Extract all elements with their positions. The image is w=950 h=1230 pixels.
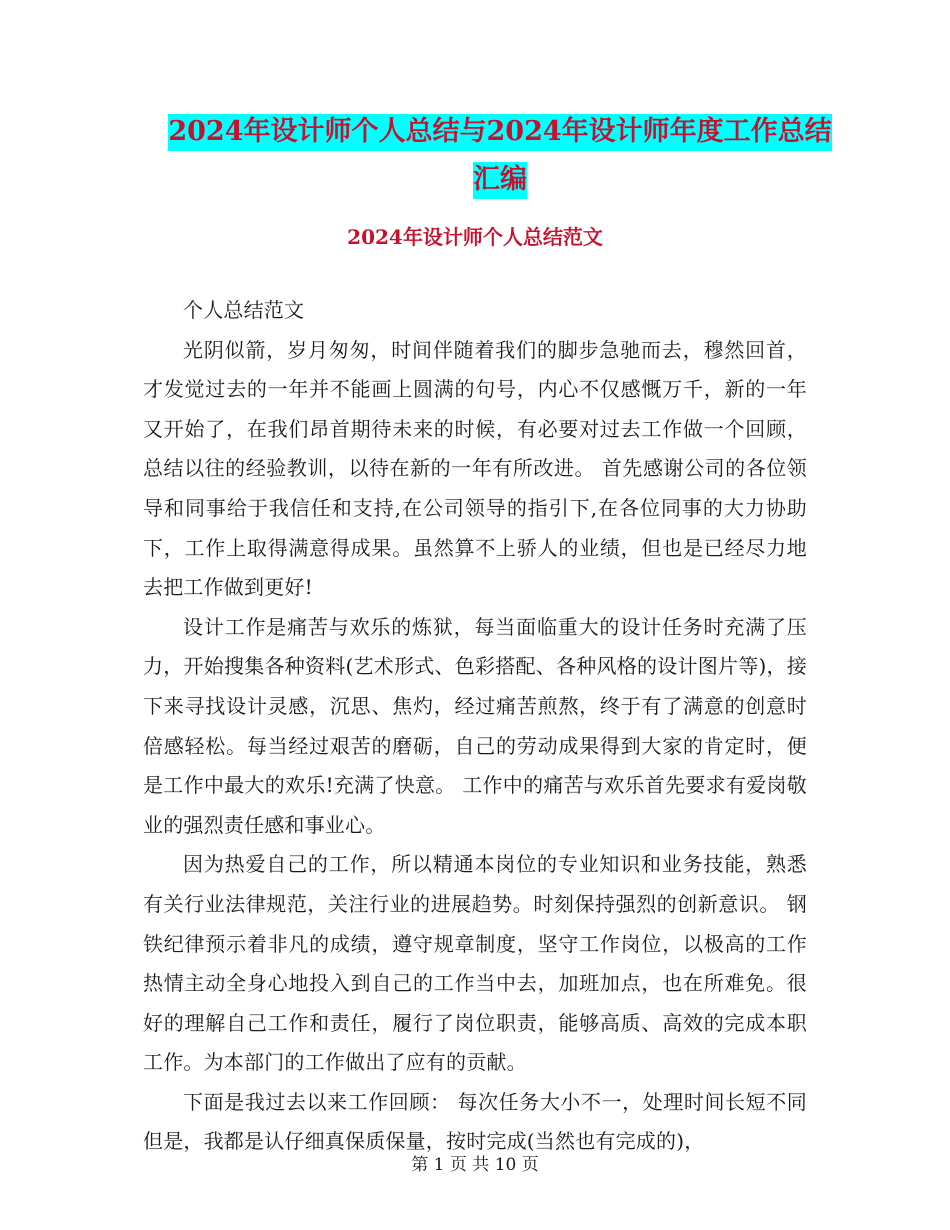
body-paragraph: 光阴似箭，岁月匆匆，时间伴随着我们的脚步急驰而去，穆然回首，才发觉过去的一年并不能画上圆满的句号，内心不仅感慨万千，新的一年又开始了，在我们昂首期待未来的时候，有必要对过去工作做一个回顾，总结以往的经验教训，以待在新的一年有所改进。 首先感谢公司的各位领导和同事给于我信任和支持,在公司领导的指引下,在各位同事的大力协助下，工作上取得满意得成果。虽然算不上骄人的业绩，但也是已经尽力地去把工作做到更好!: [143, 337, 807, 600]
document-title: [140, 108, 860, 204]
page-footer: 第 1 页 共 10 页: [411, 1155, 539, 1175]
section-title: 2024年设计师个人总结范文: [347, 225, 603, 249]
body-paragraph: 因为热爱自己的工作，所以精通本岗位的专业知识和业务技能，熟悉有关行业法律规范，关注行业的进展趋势。时刻保持强烈的创新意识。 钢铁纪律预示着非凡的成绩，遵守规章制度，坚守工作岗位，以极高的工作热情主动全身心地投入到自己的工作当中去，加班加点，也在所难免。很好的理解自己工作和责任，履行了岗位职责，能够高质、高效的完成本职工作。为本部门的工作做出了应有的贡献。: [143, 852, 807, 1075]
body-paragraph: 下面是我过去以来工作回顾： 每次任务大小不一，处理时间长短不同但是，我都是认仔细真保质保量，按时完成(当然也有完成的)，: [143, 1089, 807, 1154]
document-body: [143, 291, 807, 1162]
document-title-line-2: 汇编: [473, 162, 527, 199]
body-paragraph: 个人总结范文: [183, 298, 305, 322]
document-title-line-1: 2024年设计师个人总结与2024年设计师年度工作总结: [168, 114, 831, 151]
body-paragraph: 设计工作是痛苦与欢乐的炼狱，每当面临重大的设计任务时充满了压力，开始搜集各种资料(艺术形式、色彩搭配、各种风格的设计图片等)，接下来寻找设计灵感，沉思、焦灼，经过痛苦煎熬，终于有了满意的创意时倍感轻松。每当经过艰苦的磨砺，自己的劳动成果得到大家的肯定时，便是工作中最大的欢乐!充满了快意。 工作中的痛苦与欢乐首先要求有爱岗敬业的强烈责任感和事业心。: [143, 614, 807, 837]
